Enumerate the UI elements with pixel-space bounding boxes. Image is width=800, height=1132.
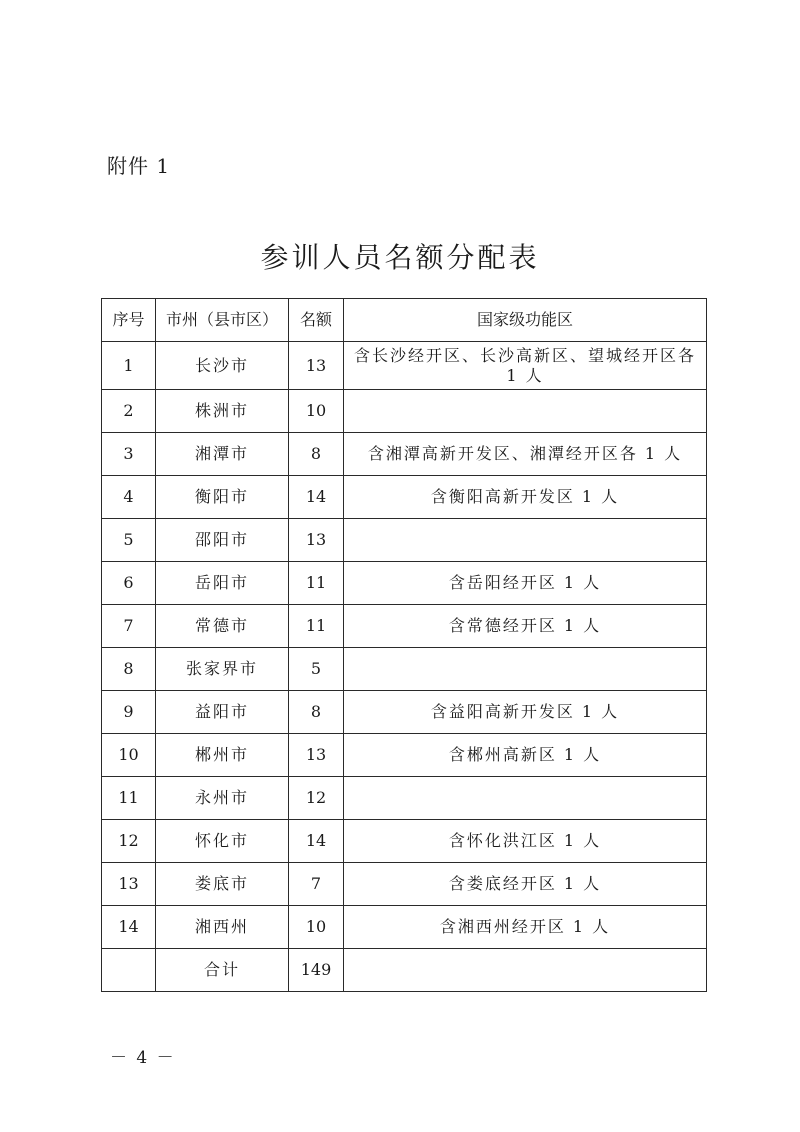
document-title: 参训人员名额分配表	[260, 241, 540, 274]
seq-cell: 4	[102, 476, 156, 519]
quota-allocation-table	[101, 298, 707, 992]
city-cell: 衡阳市	[156, 476, 289, 519]
quota-cell: 10	[289, 906, 344, 949]
quota-cell: 13	[289, 342, 344, 390]
city-cell: 常德市	[156, 605, 289, 648]
zones-cell: 含长沙经开区、长沙高新区、望城经开区各 1 人	[344, 342, 707, 390]
quota-cell: 13	[289, 519, 344, 562]
quota-cell: 11	[289, 562, 344, 605]
table-row	[102, 562, 707, 605]
seq-cell: 9	[102, 691, 156, 734]
zones-cell: 含娄底经开区 1 人	[344, 863, 707, 906]
zones-cell: 含岳阳经开区 1 人	[344, 562, 707, 605]
city-cell: 长沙市	[156, 342, 289, 390]
zones-cell: 含郴州高新区 1 人	[344, 734, 707, 777]
zones-cell	[344, 777, 707, 820]
table-row	[102, 342, 707, 390]
city-cell: 张家界市	[156, 648, 289, 691]
zones-cell: 含怀化洪江区 1 人	[344, 820, 707, 863]
total-label-cell: 合计	[156, 949, 289, 992]
table-row	[102, 648, 707, 691]
quota-cell: 11	[289, 605, 344, 648]
quota-cell: 14	[289, 820, 344, 863]
city-cell: 湘潭市	[156, 433, 289, 476]
zones-cell: 含常德经开区 1 人	[344, 605, 707, 648]
seq-cell: 12	[102, 820, 156, 863]
table-row	[102, 691, 707, 734]
quota-cell: 10	[289, 390, 344, 433]
seq-cell: 14	[102, 906, 156, 949]
city-cell: 娄底市	[156, 863, 289, 906]
quota-cell: 12	[289, 777, 344, 820]
zones-cell: 含湘潭高新开发区、湘潭经开区各 1 人	[344, 433, 707, 476]
zones-cell	[344, 390, 707, 433]
table-row	[102, 433, 707, 476]
seq-cell: 1	[102, 342, 156, 390]
seq-cell: 5	[102, 519, 156, 562]
city-cell: 株洲市	[156, 390, 289, 433]
seq-cell: 8	[102, 648, 156, 691]
page-number: － 4 －	[110, 1048, 176, 1068]
table-row	[102, 863, 707, 906]
city-cell: 湘西州	[156, 906, 289, 949]
quota-cell: 7	[289, 863, 344, 906]
quota-cell: 5	[289, 648, 344, 691]
total-row	[102, 949, 707, 992]
quota-cell: 8	[289, 691, 344, 734]
quota-cell: 14	[289, 476, 344, 519]
zones-cell: 含湘西州经开区 1 人	[344, 906, 707, 949]
city-cell: 郴州市	[156, 734, 289, 777]
city-cell: 益阳市	[156, 691, 289, 734]
table-row	[102, 820, 707, 863]
table-row	[102, 777, 707, 820]
table-row	[102, 605, 707, 648]
header-zones: 国家级功能区	[344, 299, 707, 342]
header-quota: 名额	[289, 299, 344, 342]
header-seq: 序号	[102, 299, 156, 342]
quota-cell: 13	[289, 734, 344, 777]
total-quota-cell: 149	[289, 949, 344, 992]
seq-cell: 7	[102, 605, 156, 648]
table-row	[102, 476, 707, 519]
seq-cell: 11	[102, 777, 156, 820]
city-cell: 永州市	[156, 777, 289, 820]
seq-cell: 10	[102, 734, 156, 777]
table-header-row	[102, 299, 707, 342]
total-zones-cell	[344, 949, 707, 992]
zones-cell	[344, 648, 707, 691]
seq-cell: 3	[102, 433, 156, 476]
table-row	[102, 390, 707, 433]
quota-cell: 8	[289, 433, 344, 476]
header-city: 市州（县市区）	[156, 299, 289, 342]
table-row	[102, 906, 707, 949]
seq-cell: 2	[102, 390, 156, 433]
zones-cell: 含益阳高新开发区 1 人	[344, 691, 707, 734]
city-cell: 怀化市	[156, 820, 289, 863]
seq-cell: 6	[102, 562, 156, 605]
table-row	[102, 734, 707, 777]
zones-cell: 含衡阳高新开发区 1 人	[344, 476, 707, 519]
city-cell: 邵阳市	[156, 519, 289, 562]
total-seq-cell	[102, 949, 156, 992]
zones-cell	[344, 519, 707, 562]
table-row	[102, 519, 707, 562]
city-cell: 岳阳市	[156, 562, 289, 605]
attachment-label: 附件 1	[107, 154, 171, 178]
seq-cell: 13	[102, 863, 156, 906]
